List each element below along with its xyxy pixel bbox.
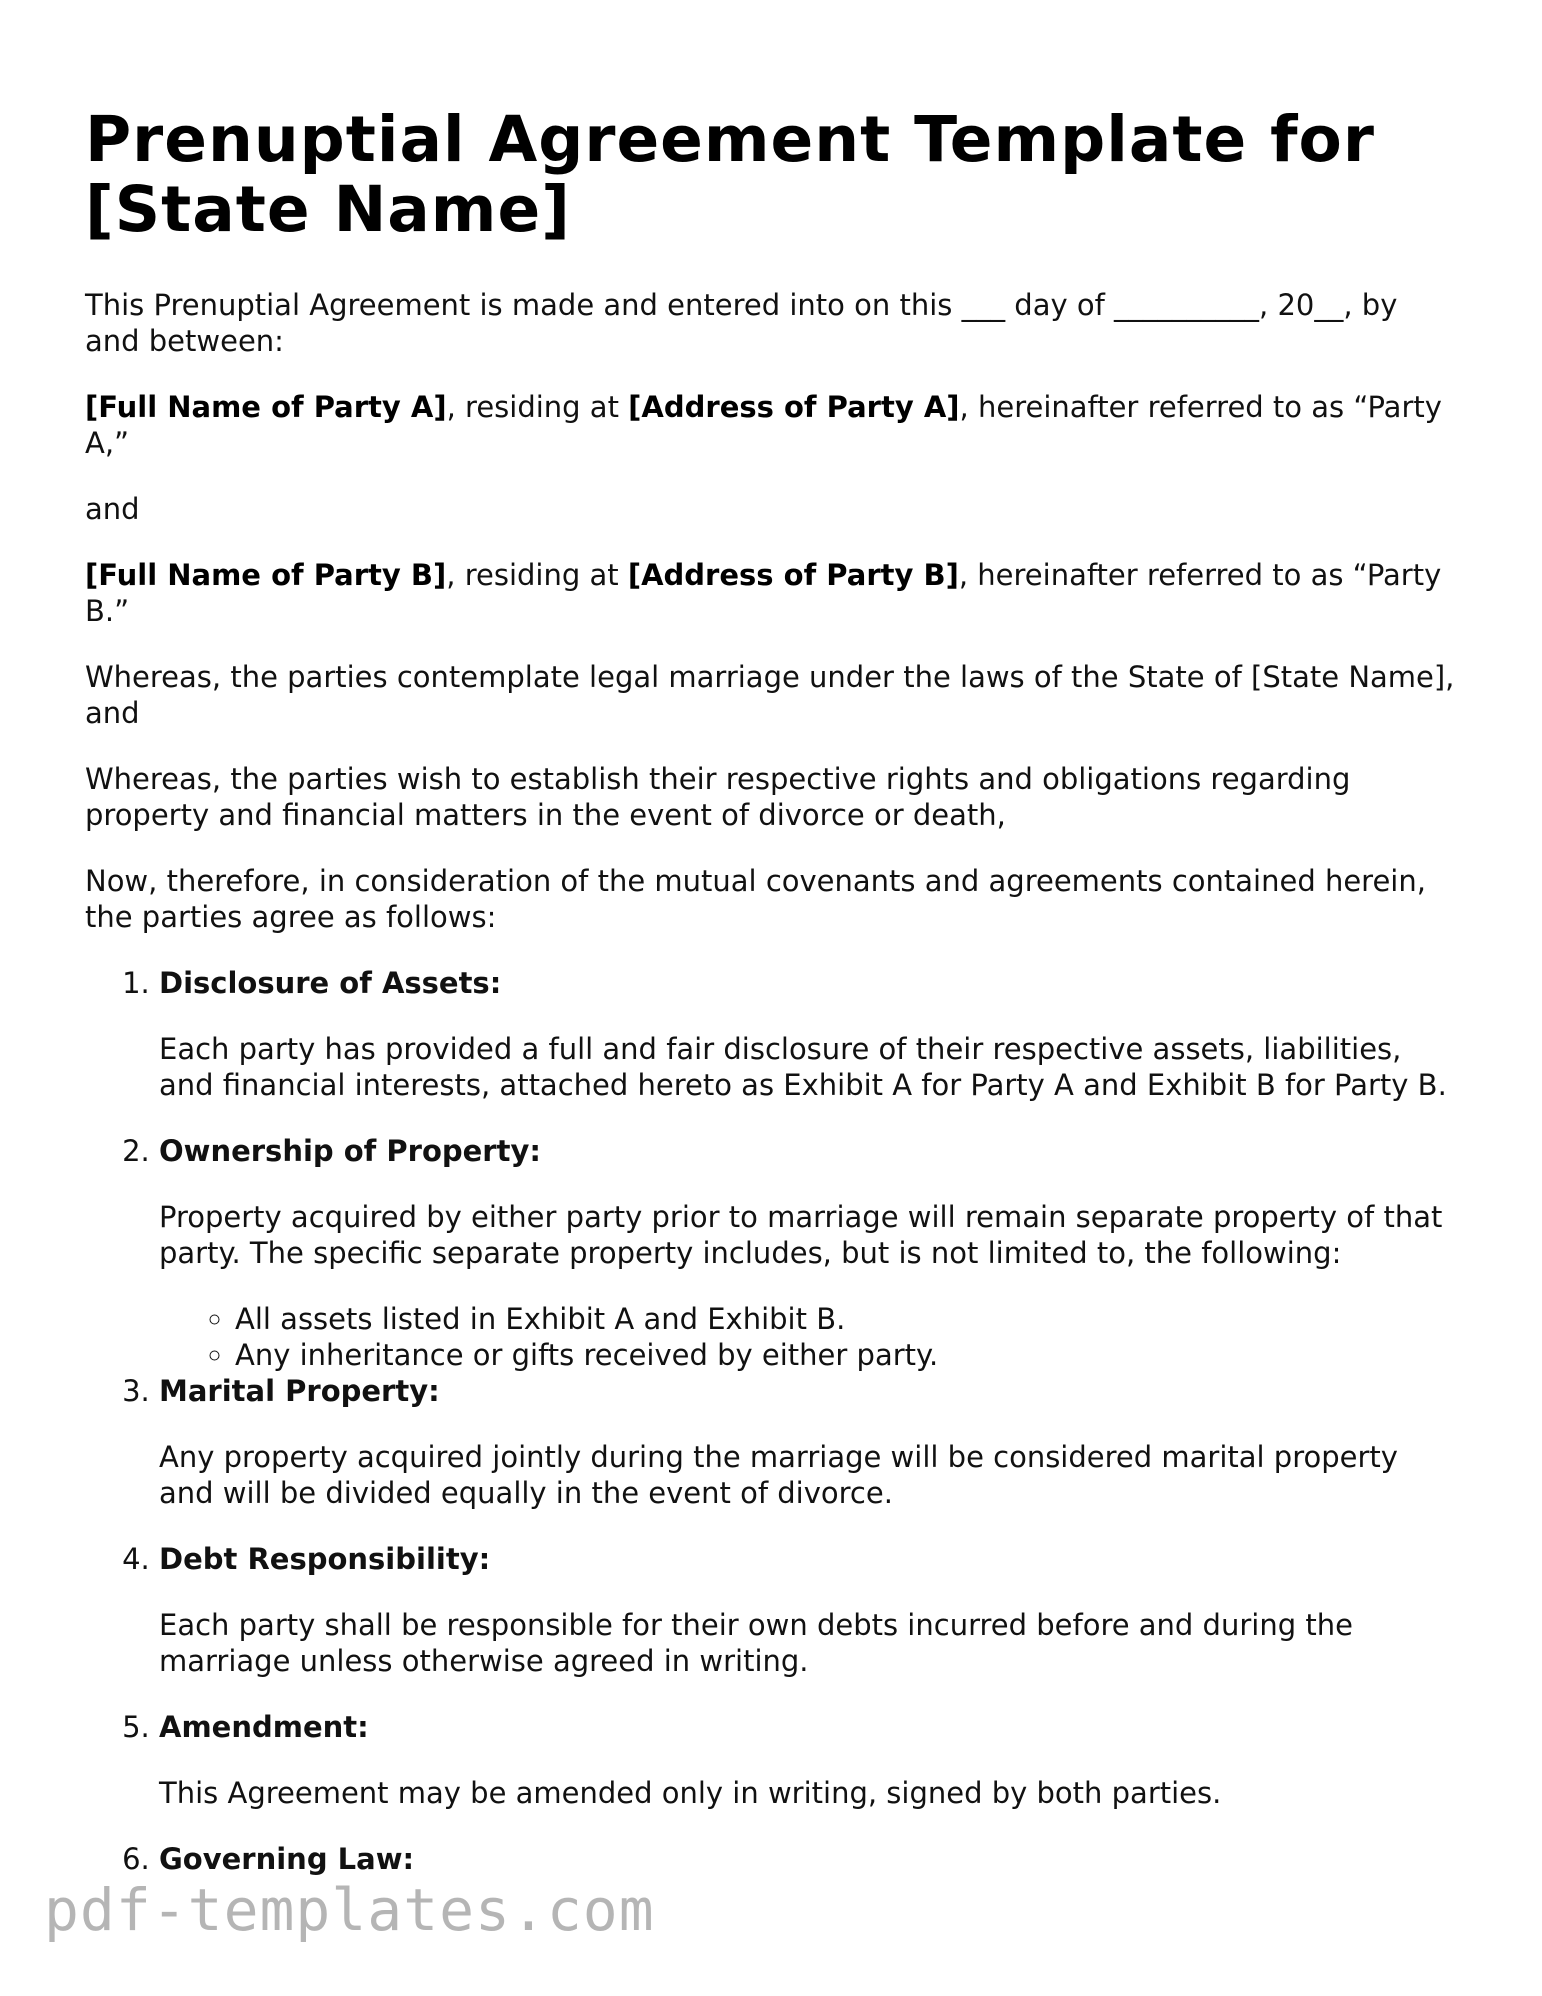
party-a-mid: , residing at	[446, 390, 629, 424]
party-a-name: [Full Name of Party A]	[85, 390, 447, 424]
document-page	[85, 105, 1457, 1907]
section-body: Each party shall be responsible for their own debts incurred before and during the marriage unless otherwise agreed in writing.	[159, 1608, 1353, 1678]
whereas-paragraph-1: Whereas, the parties contemplate legal marriage under the laws of the State of [State Name], and	[85, 660, 1455, 730]
section-item	[159, 965, 1457, 1103]
party-b-name: [Full Name of Party B]	[85, 558, 447, 592]
document-title: Prenuptial Agreement Template for [State Name]	[85, 103, 1375, 246]
section-title: 6. Governing Law:	[159, 1842, 415, 1876]
party-a-paragraph	[85, 389, 1457, 461]
section-title: 3. Marital Property:	[159, 1374, 440, 1408]
party-b-paragraph	[85, 557, 1457, 629]
list-item: ◦ Any inheritance or gifts received by either party.	[235, 1337, 1457, 1373]
section-item	[159, 1841, 1457, 1877]
section-title: 2. Ownership of Property:	[159, 1134, 541, 1168]
intro-paragraph: This Prenuptial Agreement is made and entered into on this ___ day of __________, 20__, by and between:	[85, 288, 1398, 358]
whereas-paragraph-2: Whereas, the parties wish to establish their respective rights and obligations regarding property and financial matters in the event of divorce or death,	[85, 762, 1351, 832]
section-item	[159, 1373, 1457, 1511]
section-title: 4. Debt Responsibility:	[159, 1542, 491, 1576]
section-item	[159, 1709, 1457, 1811]
party-b-mid: , residing at	[446, 558, 628, 592]
section-item	[159, 1133, 1457, 1373]
list-item: ◦ All assets listed in Exhibit A and Exhibit B.	[235, 1301, 1457, 1337]
party-a-tail: , hereinafter referred to as “Party A,”	[85, 390, 1442, 460]
party-b-address: [Address of Party B]	[627, 558, 959, 592]
section-item	[159, 1541, 1457, 1679]
section-body: Property acquired by either party prior to marriage will remain separate property of that party. The specific separate property includes, but is not limited to, the following:	[159, 1200, 1443, 1270]
section-title: 1. Disclosure of Assets:	[159, 966, 502, 1000]
section-body: This Agreement may be amended only in writing, signed by both parties.	[159, 1776, 1222, 1810]
section-body: Each party has provided a full and fair disclosure of their respective assets, liabilities, and financial interests, attached hereto as Exhibit A for Party A and Exhibit B for Party B.	[159, 1032, 1447, 1102]
section-title: 5. Amendment:	[159, 1710, 369, 1744]
separate-property-list	[159, 1301, 1457, 1373]
party-b-tail: , hereinafter referred to as “Party B.”	[85, 558, 1442, 628]
section-body: Any property acquired jointly during the marriage will be considered marital property and will be divided equally in the event of divorce.	[159, 1440, 1398, 1510]
now-therefore-paragraph: Now, therefore, in consideration of the mutual covenants and agreements contained herein, the parties agree as follows:	[85, 864, 1426, 934]
and-paragraph: and	[85, 492, 140, 526]
watermark: pdf-templates.com	[44, 1876, 655, 1944]
sections-list	[85, 965, 1457, 1877]
party-a-address: [Address of Party A]	[628, 390, 960, 424]
